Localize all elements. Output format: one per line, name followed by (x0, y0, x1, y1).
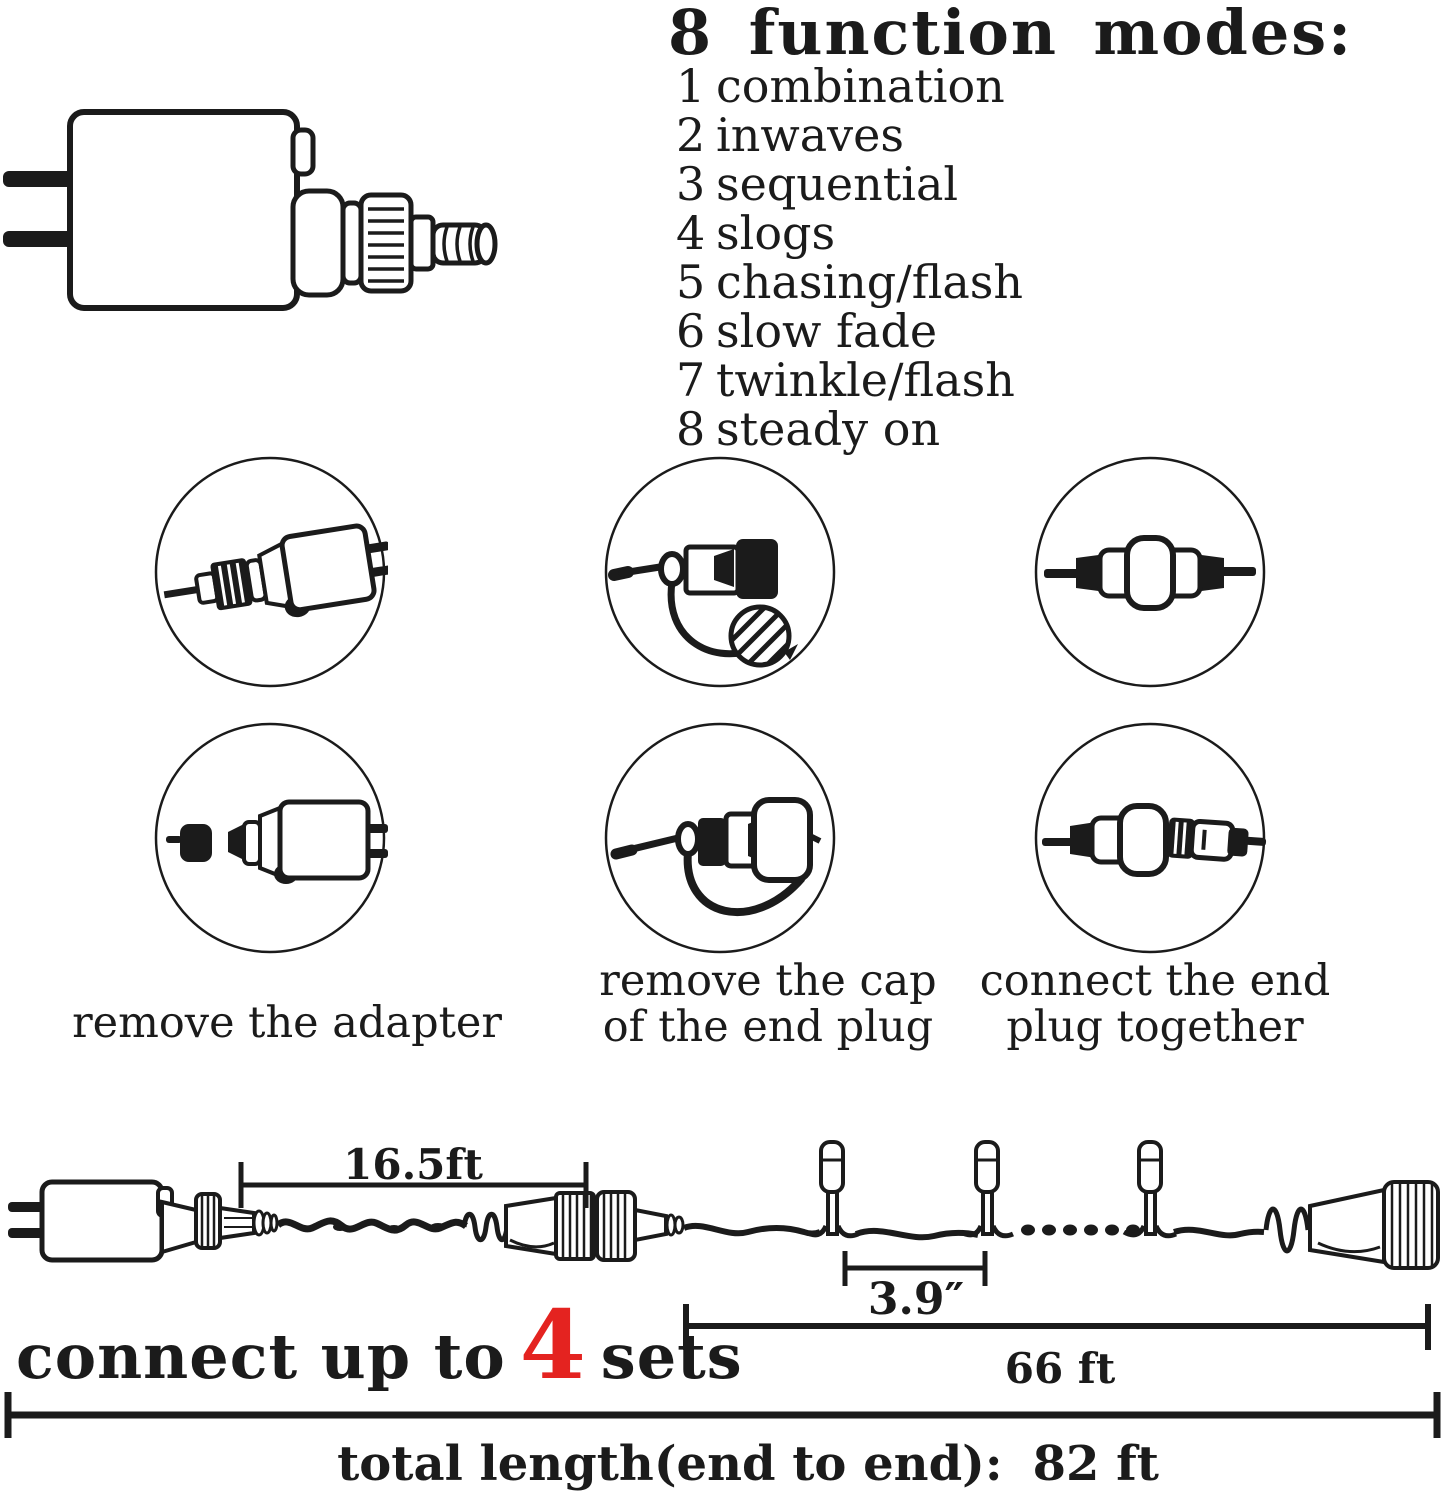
mode-item: 5 chasing/flash (676, 255, 1024, 309)
lead-length-label: 16.5ft (343, 1140, 483, 1189)
total-length-value: 82 ft (1032, 1436, 1159, 1492)
adapter-removed-icon (152, 720, 388, 956)
step-caption-remove-adapter: remove the adapter (72, 998, 502, 1048)
function-modes-list (676, 59, 1024, 456)
step-caption-connect-plugs: connect the end plug together (979, 956, 1331, 1052)
bulb-drawing (961, 1142, 1013, 1236)
total-length-text: total length(end to end): 82 ft (337, 1436, 1159, 1492)
bulb-drawing (1124, 1142, 1176, 1236)
mode-item: 2 inwaves (676, 108, 904, 162)
mode-item: 6 slow fade (676, 304, 938, 358)
bulb-drawing (806, 1142, 858, 1236)
max-sets-count: 4 (519, 1290, 587, 1401)
connect-up-to-sets-text: connect up to 4 sets (16, 1290, 743, 1401)
page-title: 8 function modes: (668, 0, 1354, 69)
mode-item: 3 sequential (676, 157, 959, 211)
mode-item: 8 steady on (676, 402, 941, 456)
mode-item: 7 twinkle/flash (676, 353, 1015, 407)
total-length-dimension-line (8, 1392, 1437, 1438)
end-plug-cap-on-icon (602, 720, 838, 956)
lit-length-label: 66 ft (1004, 1344, 1116, 1393)
continuation-dots (1021, 1225, 1140, 1236)
mode-item: 4 slogs (676, 206, 836, 260)
power-adapter-drawing (0, 85, 650, 345)
bulb-spacing-label: 3.9″ (867, 1274, 965, 1325)
end-plugs-joining-icon (1032, 720, 1268, 956)
end-plugs-connected-icon (1032, 454, 1268, 690)
end-plug-cap-removed-icon (602, 454, 838, 690)
mode-item: 1 combination (676, 59, 1005, 113)
step-caption-remove-cap: remove the cap of the end plug (599, 956, 937, 1052)
adapter-with-plug-attached-icon (152, 454, 388, 690)
